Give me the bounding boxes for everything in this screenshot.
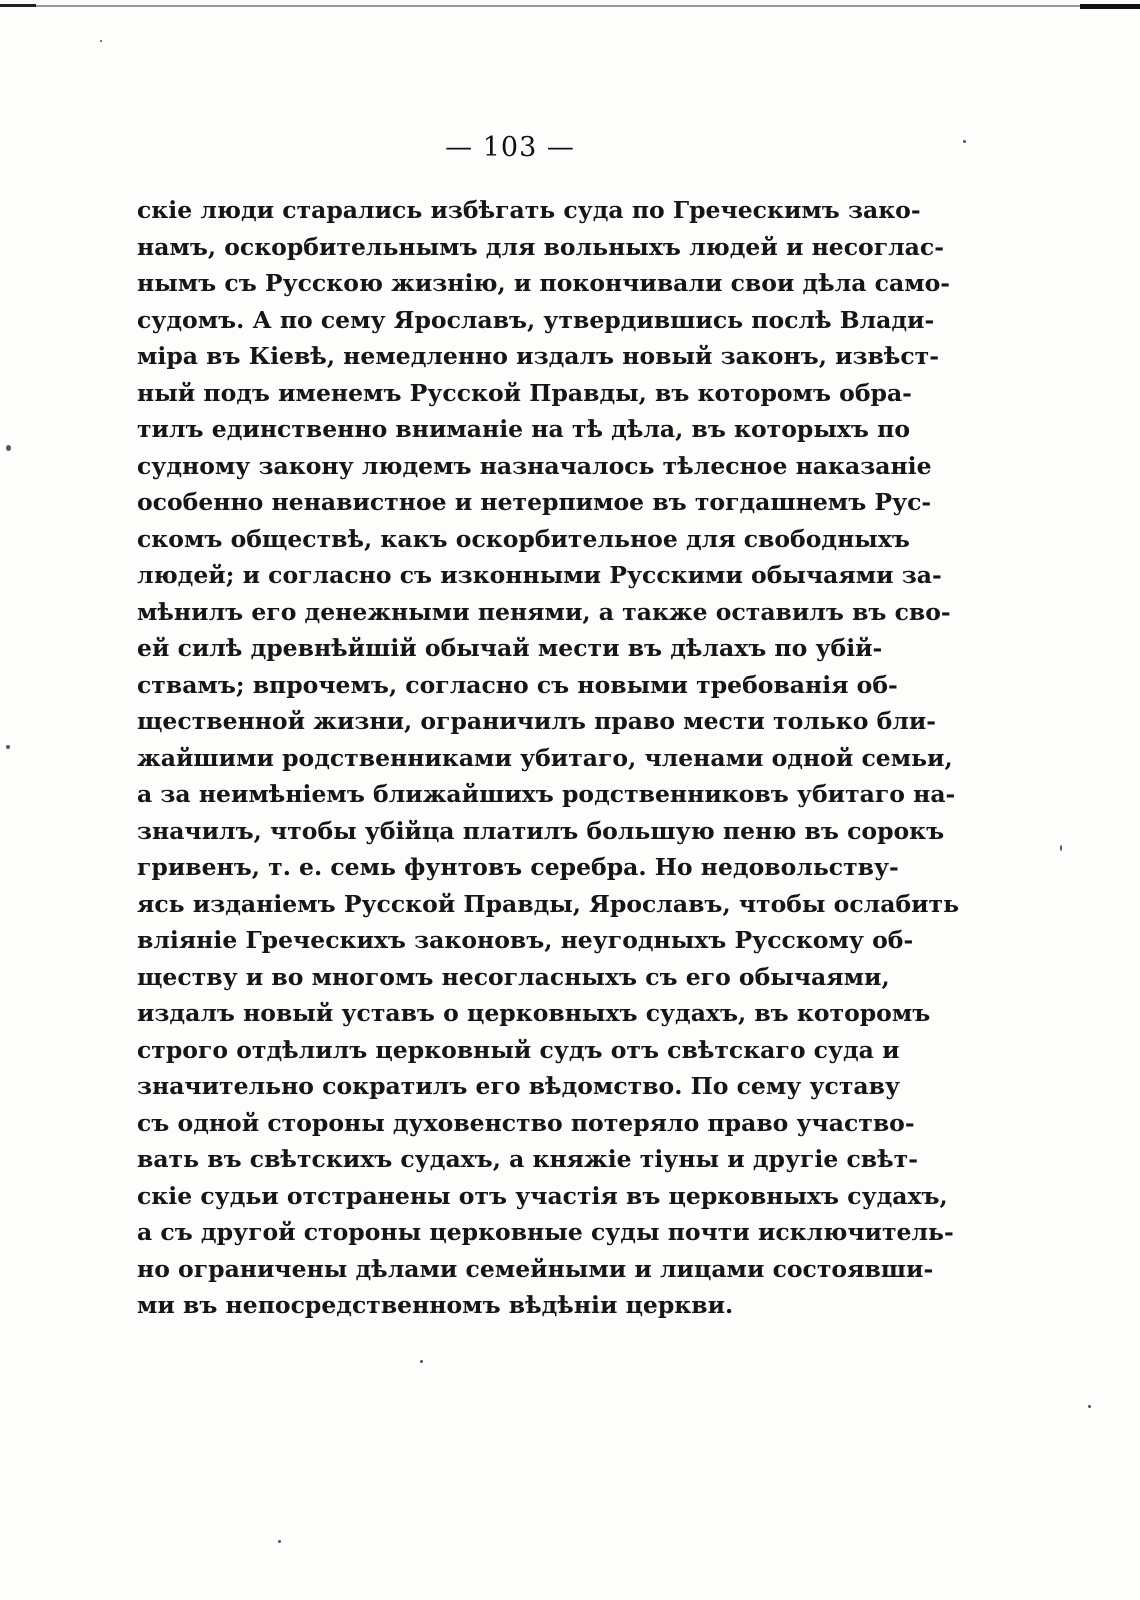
scan-speck <box>420 1360 423 1363</box>
text-line: ей силѣ древнѣйшій обычай мести въ дѣлахъ по убій- <box>137 634 883 662</box>
text-line: значительно сократилъ его вѣдомство. По сему уставу <box>137 1072 901 1100</box>
scan-speck <box>6 745 10 749</box>
text-line: нымъ съ Русскою жизнію, и покончивали свои дѣла само- <box>137 269 951 297</box>
text-line: скіе судьи отстранены отъ участія въ церковныхъ судахъ, <box>137 1181 948 1210</box>
text-line: намъ, оскорбительнымъ для вольныхъ людей и несоглас- <box>137 232 944 261</box>
scan-speck <box>6 445 11 451</box>
text-line: особенно ненавистное и нетерпимое въ тогдашнемъ Рус- <box>137 488 932 516</box>
scan-speck <box>100 40 102 42</box>
text-line: вать въ свѣтскихъ судахъ, а княжіе тіуны и другіе свѣт- <box>137 1145 918 1173</box>
text-line: людей; и согласно съ изконными Русскими обычаями за- <box>137 561 942 589</box>
text-line: гривенъ, т. е. семь фунтовъ серебра. Но недовольству- <box>137 853 899 881</box>
body-text <box>137 192 960 1324</box>
text-line: скомъ обществѣ, какъ оскорбительное для свободныхъ <box>137 524 910 553</box>
text-line: скіе люди старались избѣгать суда по Греческимъ зако- <box>137 196 921 224</box>
text-line-last: ми въ непосредственномъ вѣдѣніи церкви. <box>137 1291 734 1319</box>
text-line: ный подъ именемъ Русской Правды, въ которомъ обра- <box>137 378 912 407</box>
scan-edge-mark-right <box>1080 4 1140 9</box>
text-line: но ограничены дѣлами семейными и лицами состоявши- <box>137 1254 934 1283</box>
page-number: — 103 — <box>445 132 575 163</box>
text-line: издалъ новый уставъ о церковныхъ судахъ, въ которомъ <box>137 999 931 1027</box>
text-line: тилъ единственно вниманіе на тѣ дѣла, въ которыхъ по <box>137 415 910 443</box>
text-line: съ одной стороны духовенство потеряло право участво- <box>137 1108 915 1137</box>
text-line: мѣнилъ его денежными пенями, а также оставилъ въ сво- <box>137 597 951 626</box>
scan-speck <box>1088 1405 1091 1408</box>
text-line: щественной жизни, ограничилъ право мести только бли- <box>137 707 937 735</box>
scan-speck <box>963 140 966 143</box>
text-line: судомъ. А по сему Ярославъ, утвердившись послѣ Влади- <box>137 305 935 334</box>
text-line: ствамъ; впрочемъ, согласно съ новыми требованія об- <box>137 670 898 699</box>
text-line: міра въ Кіевѣ, немедленно издалъ новый законъ, извѣст- <box>137 342 939 370</box>
scan-speck <box>1060 845 1062 851</box>
scan-edge-rule <box>0 5 1140 7</box>
scan-edge-mark-left <box>0 4 36 7</box>
scan-speck <box>278 1540 281 1543</box>
text-line: а съ другой стороны церковные суды почти исключитель- <box>137 1218 954 1246</box>
text-line: жайшими родственниками убитаго, членами одной семьи, <box>137 743 953 772</box>
text-line: строго отдѣлилъ церковный судъ отъ свѣтскаго суда и <box>137 1035 900 1064</box>
text-line: а за неимѣніемъ ближайшихъ родственниковъ убитаго на- <box>137 780 956 808</box>
text-line: значилъ, чтобы убійца платилъ большую пеню въ сорокъ <box>137 816 945 845</box>
text-line: ясь изданіемъ Русской Правды, Ярославъ, чтобы ослабить <box>137 889 960 918</box>
text-line: вліяніе Греческихъ законовъ, неугодныхъ Русскому об- <box>137 926 914 954</box>
text-line: судному закону людемъ назначалось тѣлесное наказаніе <box>137 451 932 480</box>
text-line: ществу и во многомъ несогласныхъ съ его обычаями, <box>137 962 890 991</box>
